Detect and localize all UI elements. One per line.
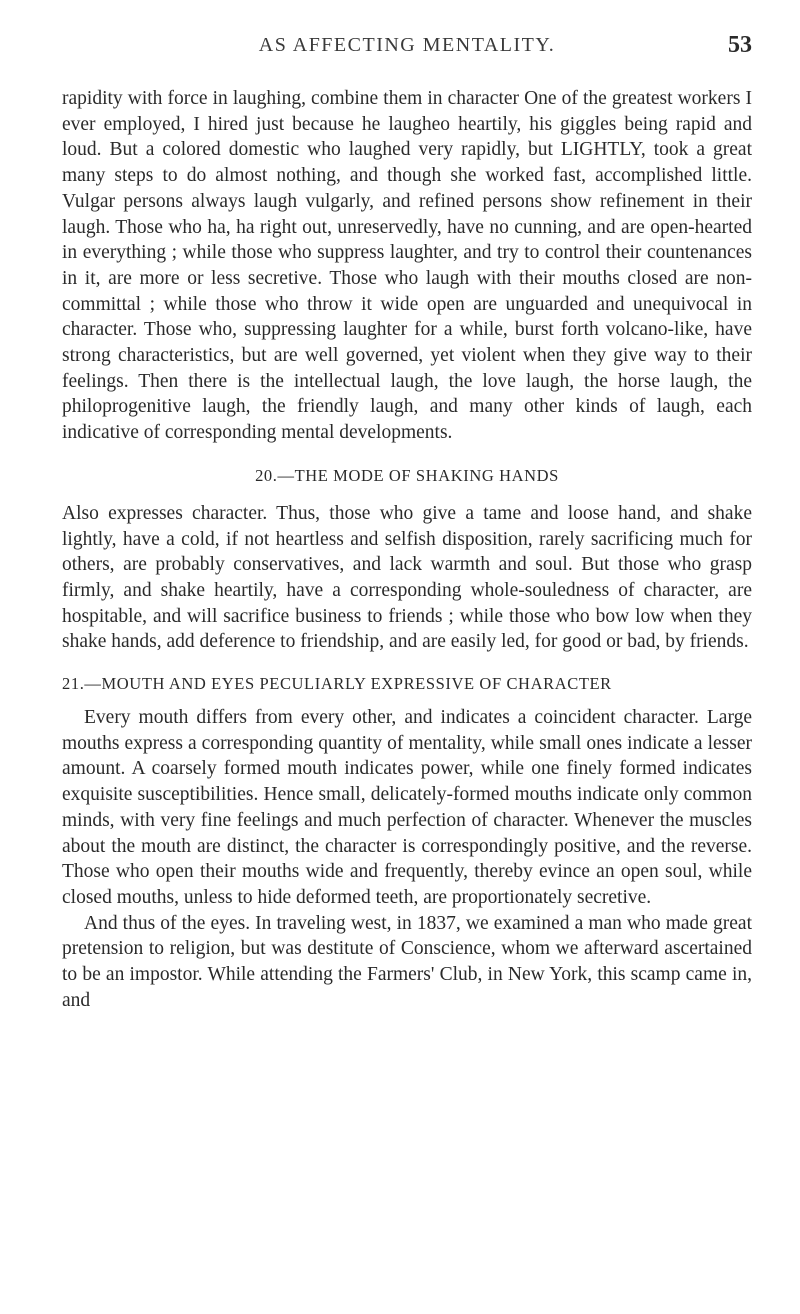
running-title: AS AFFECTING MENTALITY. xyxy=(258,34,556,56)
paragraph-shaking-hands: Also expresses character. Thus, those who give a tame and loose hand, and shake lightly, have a cold, if not heartless and selfish disposition, rarely sacrificing much for others, are probably conservatives, and lack warmth and soul. But those who grasp firmly, and shake heartily, have a corresponding whole-souledness of character, are hospitable, and will sacrifice business to friends ; while those who bow low when they shake hands, add deference to friendship, and are easily led, for good or bad, by friends. xyxy=(62,502,752,653)
paragraph-eyes: And thus of the eyes. In traveling west, in 1837, we examined a man who made great pretension to religion, but was destitute of Conscience, whom we afterward ascertained to be an impostor. While attending the Farmers' Club, in New York, this scamp came in, and xyxy=(62,912,752,1011)
page-number: 53 xyxy=(728,32,752,58)
paragraph-laughing: rapidity with force in laughing, combine them in character One of the greatest workers I ever employed, I hired just because he laugheo heartily, his giggles being rapid and loud. But a colored domestic who laughed very rapidly, but LIGHTLY, took a great many steps to do almost nothing, and though she worked fast, accomplished little. Vulgar persons always laugh vulgarly, and refined persons show refinement in their laugh. Those who ha, ha right out, unreservedly, have no cunning, and are open-hearted in everything ; while those who suppress laughter, and try to control their countenances in it, are more or less secretive. Those who laugh with their mouths closed are non-committal ; while those who throw it wide open are unguarded and unequivocal in character. Those who, suppressing laughter for a while, burst forth volcano-like, have strong characteristics, but are well governed, yet violent when they give way to their feelings. Then there is the intellectual laugh, the love laugh, the horse laugh, the philoprogenitive laugh, the friendly laugh, and many other kinds of laugh, each indicative of corresponding mental developments. xyxy=(62,88,752,444)
section-heading-20: 20.—THE MODE OF SHAKING HANDS xyxy=(255,465,559,485)
page-body xyxy=(62,86,752,1014)
running-head xyxy=(62,34,752,74)
section-heading-21: 21.—MOUTH AND EYES PECULIARLY EXPRESSIVE OF CHARACTER xyxy=(62,674,612,694)
paragraph-mouth: Every mouth differs from every other, and indicates a coincident character. Large mouths express a corresponding quantity of mentality, while small ones indicate a lesser amount. A coarsely formed mouth indicates power, while one finely formed indicates exquisite susceptibilities. Hence small, delicately-formed mouths indicate only common minds, with very fine feelings and much perfection of character. Whenever the muscles about the mouth are distinct, the character is correspondingly positive, and the reverse. Those who open their mouths wide and frequently, thereby evince an open soul, while closed mouths, unless to hide deformed teeth, are proportionately secretive. xyxy=(62,707,752,908)
